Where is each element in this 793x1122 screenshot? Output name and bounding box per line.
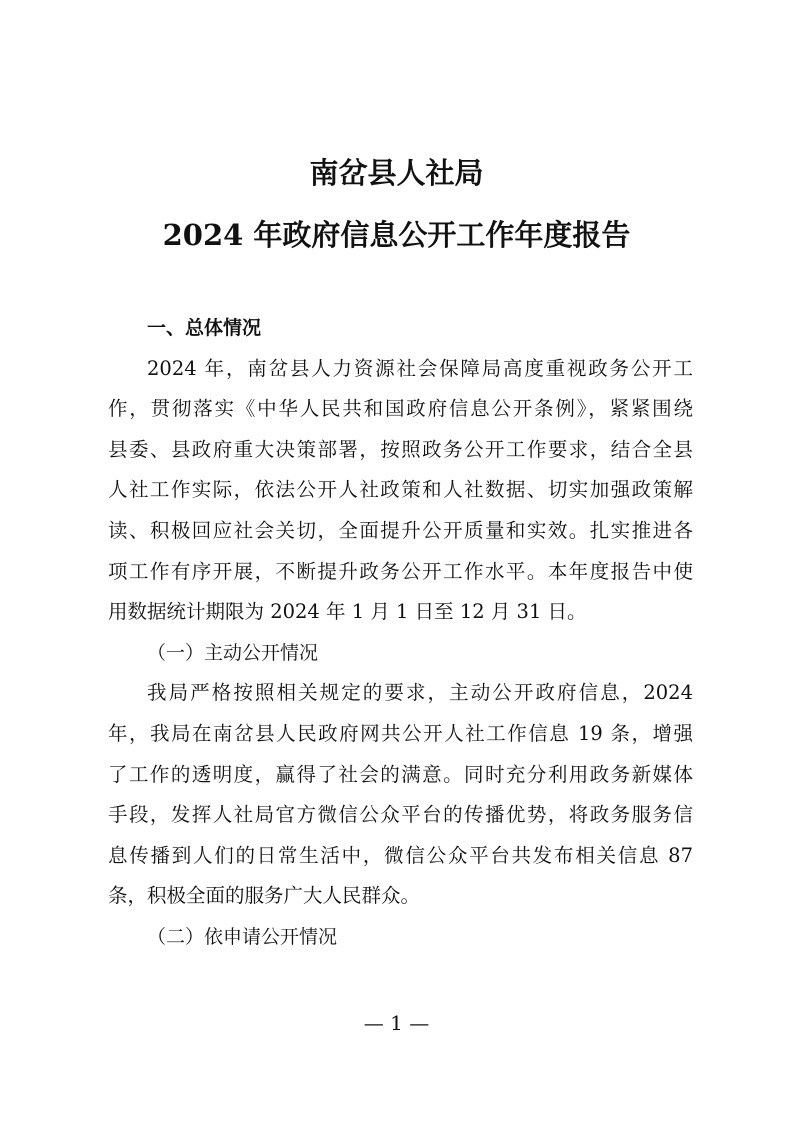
paragraph-line: 手段，发挥人社局官方微信公众平台的传播优势，将政务服务信 (108, 803, 693, 827)
section-heading-overview: 一、总体情况 (147, 317, 262, 339)
paragraph-line: 项工作有序开展，不断提升政务公开工作水平。本年度报告中使 (108, 559, 693, 583)
subsection-heading-on-request: （二）依申请公开情况 (147, 925, 338, 948)
paragraph-line: 2024 年，南岔县人力资源社会保障局高度重视政务公开工 (147, 356, 693, 380)
page-number: — 1 — (363, 1011, 430, 1035)
report-title-line-2: 2024 年政府信息公开工作年度报告 (162, 218, 631, 252)
paragraph-line: 县委、县政府重大决策部署，按照政务公开工作要求，结合全县 (108, 437, 693, 461)
paragraph-line: 了工作的透明度，赢得了社会的满意。同时充分利用政务新媒体 (108, 762, 693, 786)
paragraph-line: 条，积极全面的服务广大人民群众。 (108, 884, 421, 908)
subsection-heading-proactive: （一）主动公开情况 (147, 641, 319, 664)
paragraph-line: 年，我局在南岔县人民政府网共公开人社工作信息 19 条，增强 (108, 721, 693, 745)
paragraph-line: 作，贯彻落实《中华人民共和国政府信息公开条例》，紧紧围绕 (108, 397, 693, 421)
paragraph-line: 用数据统计期限为 2024 年 1 月 1 日至 12 月 31 日。 (108, 600, 587, 624)
report-body (108, 308, 693, 958)
paragraph-line: 读、积极回应社会关切，全面提升公开质量和实效。扎实推进各 (108, 518, 693, 542)
paragraph-line: 息传播到人们的日常生活中，微信公众平台共发布相关信息 87 (108, 843, 693, 867)
paragraph-line: 人社工作实际，依法公开人社政策和人社数据、切实加强政策解 (108, 478, 693, 502)
report-title-line-1: 南岔县人社局 (309, 156, 484, 190)
paragraph-line: 我局严格按照相关规定的要求，主动公开政府信息，2024 (147, 681, 693, 705)
